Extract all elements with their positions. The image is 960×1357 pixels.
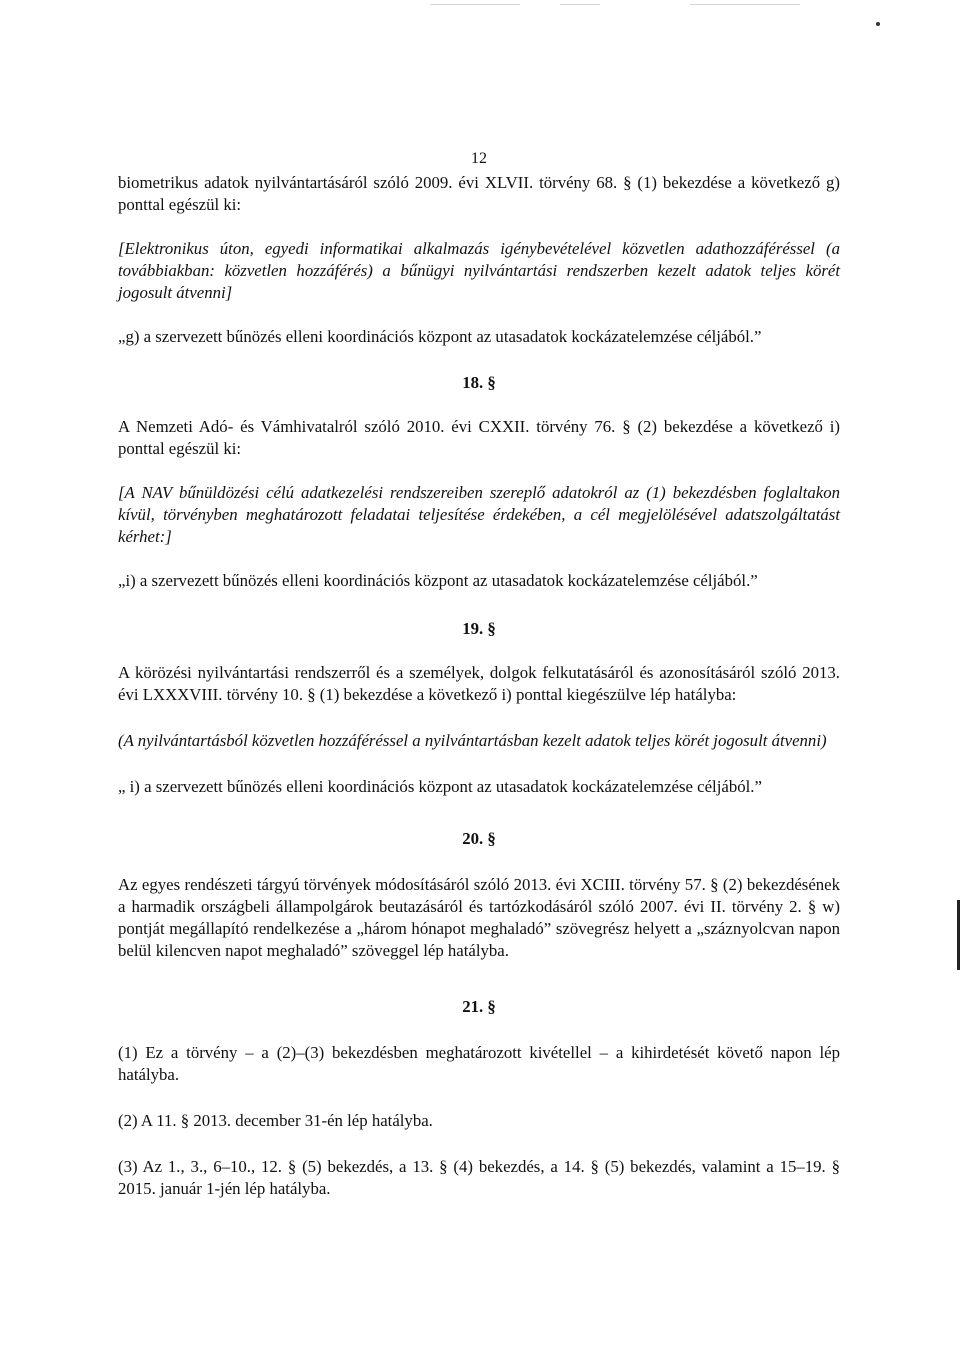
italic-context-paragraph: [Elektronikus úton, egyedi informatikai alkalmazás igénybevételével közvetlen adathozzáféréssel (a továbbiakban: közvetlen hozzáférés) a bűnügyi nyilvántartási rendszerben kezelt adatok teljes körét jogosult átvenni] — [118, 239, 840, 302]
italic-context-paragraph: [A NAV bűnüldözési célú adatkezelési rendszereiben szereplő adatokról az (1) bekezdésben foglaltakon kívül, törvényben meghatározott feladatai teljesítése érdekében, a cél megjelölésével adatszolgáltatást kérhet:] — [118, 483, 840, 546]
paragraph: Az egyes rendészeti tárgyú törvények módosításáról szóló 2013. évi XCIII. törvény 57. § (2) bekezdésének a harmadik országbeli állampolgárok beutazásáról és tartózkodásáról szóló 2007. évi II. törvény 2. § w) pontját megállapító rendelkezése a „három hónapot meghaladó” szövegrész helyett a „száznyolcvan napon belül kilencven napot meghaladó” szöveggel lép hatályba. — [118, 875, 840, 960]
paragraph: (1) Ez a törvény – a (2)–(3) bekezdésben meghatározott kivétellel – a kihirdetését követő napon lép hatályba. — [118, 1043, 840, 1084]
paragraph: „i) a szervezett bűnözés elleni koordinációs központ az utasadatok kockázatelemzése céljából.” — [118, 571, 758, 590]
section-heading-18: 18. § — [462, 373, 496, 392]
document-body — [118, 150, 840, 1200]
section-heading-19: 19. § — [462, 619, 496, 638]
section-heading-20: 20. § — [462, 829, 496, 848]
scan-artifact-dot — [876, 22, 880, 26]
paragraph: A körözési nyilvántartási rendszerről és a személyek, dolgok felkutatásáról és azonosításáról szóló 2013. évi LXXXVIII. törvény 10. § (1) bekezdése a következő i) ponttal kiegészülve lép hatályba: — [118, 663, 840, 704]
paragraph: „g) a szervezett bűnözés elleni koordinációs központ az utasadatok kockázatelemzése céljából.” — [118, 327, 762, 346]
page-number: 12 — [471, 150, 487, 167]
scan-artifact-line — [560, 4, 600, 5]
italic-context-paragraph: (A nyilvántartásból közvetlen hozzáféréssel a nyilvántartásban kezelt adatok teljes körét jogosult átvenni) — [118, 731, 827, 750]
section-heading-21: 21. § — [462, 997, 496, 1016]
paragraph: biometrikus adatok nyilvántartásáról szóló 2009. évi XLVII. törvény 68. § (1) bekezdése a következő g) ponttal egészül ki: — [118, 173, 840, 214]
paragraph: (2) A 11. § 2013. december 31-én lép hatályba. — [118, 1111, 433, 1130]
paragraph: (3) Az 1., 3., 6–10., 12. § (5) bekezdés, a 13. § (4) bekezdés, a 14. § (5) bekezdés, valamint a 15–19. § 2015. január 1-jén lép hatályba. — [118, 1157, 840, 1198]
scan-artifact-line — [690, 4, 800, 5]
scan-artifact-line — [430, 4, 520, 5]
paragraph: A Nemzeti Adó- és Vámhivatalról szóló 2010. évi CXXII. törvény 76. § (2) bekezdése a következő i) ponttal egészül ki: — [118, 417, 840, 458]
paragraph: „ i) a szervezett bűnözés elleni koordinációs központ az utasadatok kockázatelemzése céljából.” — [118, 777, 762, 796]
